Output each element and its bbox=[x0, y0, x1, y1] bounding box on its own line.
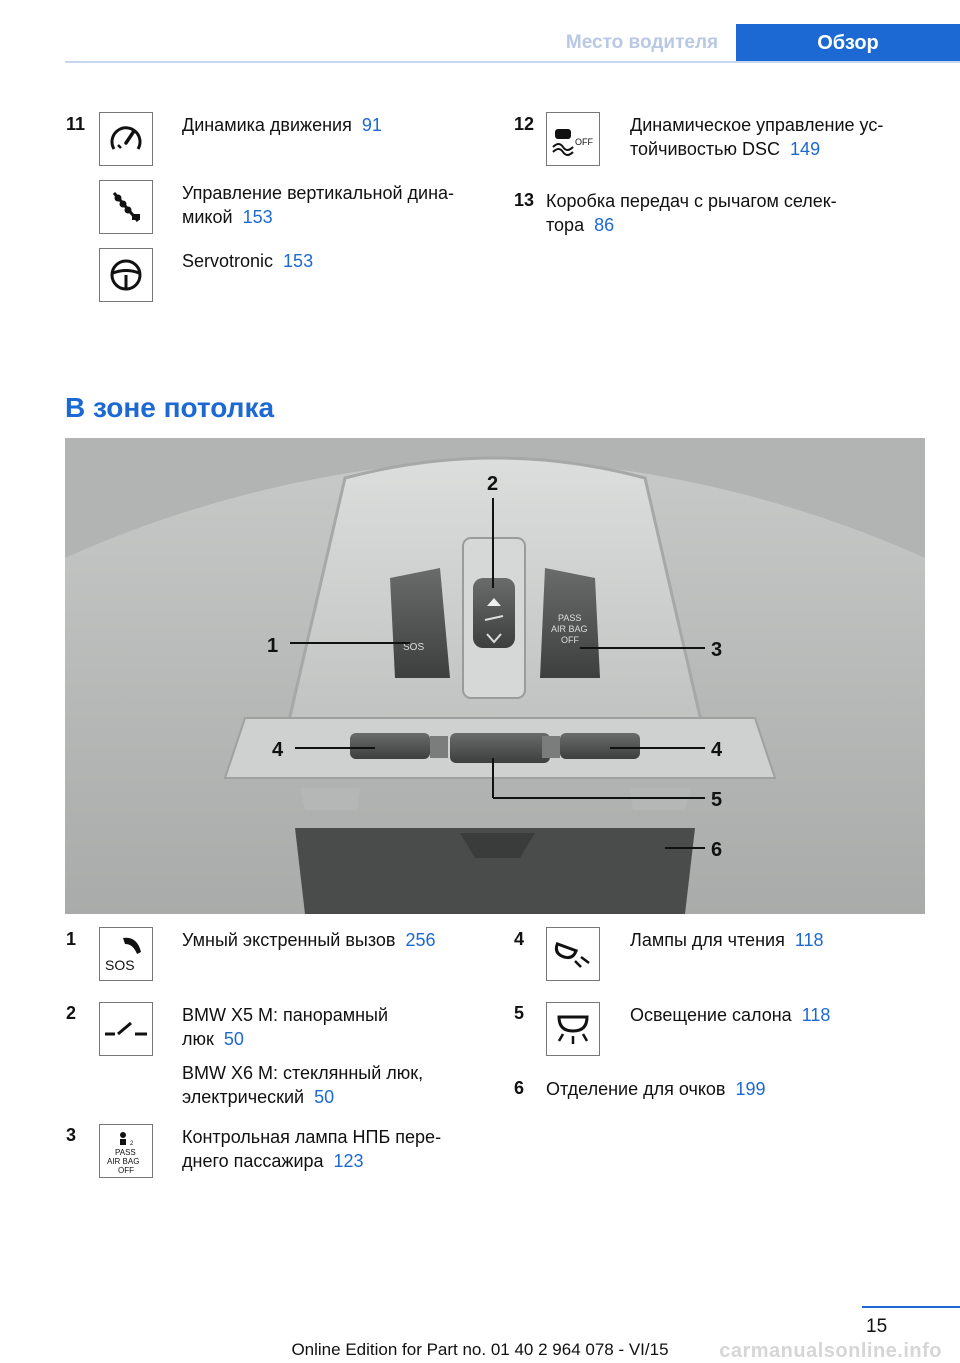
item-11-label: Динамика движения bbox=[182, 115, 352, 135]
item-11-text bbox=[182, 113, 382, 137]
photo-airbag-line2: AIR BAG bbox=[551, 624, 588, 634]
item-4-label: Лампы для чтения bbox=[630, 930, 785, 950]
callout-4-right: 4 bbox=[711, 739, 723, 761]
steering-wheel-icon bbox=[99, 248, 153, 302]
item-2-label-line2: люк bbox=[182, 1029, 214, 1049]
photo-airbag-line3: OFF bbox=[561, 635, 579, 645]
edition-text: Online Edition for Part no. 01 40 2 964 078 - VI/15 bbox=[291, 1340, 669, 1359]
item-6-text bbox=[546, 1077, 766, 1101]
item-number-6: 6 bbox=[514, 1078, 525, 1098]
item-11c-page-link[interactable]: 153 bbox=[283, 251, 314, 271]
item-6-page-link[interactable]: 199 bbox=[735, 1079, 766, 1099]
item-13-label-line2: тора bbox=[546, 215, 585, 235]
interior-light-icon bbox=[546, 1002, 600, 1056]
svg-text:2: 2 bbox=[130, 1141, 134, 1147]
item-11b-label-line2: микой bbox=[182, 207, 233, 227]
page-number: 15 bbox=[866, 1316, 888, 1337]
item-number-2: 2 bbox=[66, 1003, 77, 1023]
dsc-off-icon-text: OFF bbox=[575, 137, 593, 147]
item-12-page-link[interactable]: 149 bbox=[790, 139, 821, 159]
item-number-5: 5 bbox=[514, 1003, 525, 1023]
item-1-label: Умный экстренный вызов bbox=[182, 930, 396, 950]
item-11b-text bbox=[182, 181, 454, 229]
item-2-label2-line2: электрический bbox=[182, 1087, 305, 1107]
item-number-3: 3 bbox=[66, 1125, 77, 1145]
item-number-13: 13 bbox=[514, 190, 535, 210]
driving-dynamics-icon bbox=[99, 112, 153, 166]
item-12-label-line1: Динамическое управление ус‐ bbox=[630, 115, 884, 135]
photo-airbag-line1: PASS bbox=[558, 613, 582, 623]
item-11c-label: Servotronic bbox=[182, 251, 274, 271]
item-12-text bbox=[630, 113, 883, 161]
item-number-12: 12 bbox=[514, 114, 535, 134]
item-3-page-link[interactable]: 123 bbox=[333, 1151, 364, 1171]
vertical-dynamics-icon bbox=[99, 180, 153, 234]
item-number-11: 11 bbox=[66, 114, 86, 134]
item-number-4: 4 bbox=[514, 929, 525, 949]
item-11-page-link[interactable]: 91 bbox=[361, 115, 382, 135]
item-6-label: Отделение для очков bbox=[546, 1079, 726, 1099]
airbag-icon-line3: OFF bbox=[118, 1166, 134, 1175]
item-2-label2-line1: BMW X6 M: стеклянный люк, bbox=[182, 1063, 424, 1083]
item-4-page-link[interactable]: 118 bbox=[794, 930, 824, 950]
watermark: carmanualsonline.info bbox=[719, 1340, 942, 1362]
callout-1: 1 bbox=[267, 635, 279, 657]
item-2-page2-link[interactable]: 50 bbox=[314, 1087, 335, 1107]
passenger-airbag-icon bbox=[99, 1124, 153, 1178]
item-1-text bbox=[182, 928, 436, 952]
callout-6: 6 bbox=[711, 839, 723, 861]
item-4-text bbox=[630, 928, 824, 952]
overhead-console-photo bbox=[65, 438, 925, 914]
callout-4-left: 4 bbox=[272, 739, 284, 761]
item-number-1: 1 bbox=[66, 929, 77, 949]
footer-divider bbox=[862, 1306, 960, 1308]
section-title: В зоне потолка bbox=[65, 392, 275, 423]
item-13-page-link[interactable]: 86 bbox=[594, 215, 615, 235]
item-2-text bbox=[182, 1003, 423, 1109]
item-11b-label-line1: Управление вертикальной дина‐ bbox=[182, 183, 455, 203]
item-3-text bbox=[182, 1125, 441, 1173]
item-3-label-line2: днего пассажира bbox=[182, 1151, 324, 1171]
photo-sos-text: SOS bbox=[403, 642, 425, 653]
airbag-icon-line1: PASS bbox=[115, 1148, 136, 1157]
tab-location[interactable]: Место водителя bbox=[565, 31, 719, 53]
reading-lamp-icon bbox=[546, 927, 600, 981]
item-13-label-line1: Коробка передач с рычагом селек‐ bbox=[546, 191, 837, 211]
callout-2: 2 bbox=[487, 473, 499, 495]
item-11b-page-link[interactable]: 153 bbox=[242, 207, 273, 227]
item-12-label-line2: тойчивостью DSC bbox=[630, 139, 781, 159]
airbag-icon-line2: AIR BAG bbox=[107, 1157, 140, 1166]
item-2-page-link[interactable]: 50 bbox=[223, 1029, 244, 1049]
item-11c-text bbox=[182, 249, 313, 273]
callout-3: 3 bbox=[711, 639, 723, 661]
item-13-text bbox=[546, 189, 837, 237]
dsc-off-icon bbox=[546, 112, 600, 166]
sos-icon bbox=[99, 927, 153, 981]
item-5-label: Освещение салона bbox=[630, 1005, 792, 1025]
item-3-label-line1: Контрольная лампа НПБ пере‐ bbox=[182, 1127, 442, 1147]
item-5-text bbox=[630, 1003, 830, 1027]
header-divider bbox=[65, 61, 960, 63]
item-5-page-link[interactable]: 118 bbox=[801, 1005, 831, 1025]
item-1-page-link[interactable]: 256 bbox=[405, 930, 436, 950]
sos-icon-text: SOS bbox=[105, 957, 135, 973]
sunroof-icon bbox=[99, 1002, 153, 1056]
callout-5: 5 bbox=[711, 789, 723, 811]
item-2-label-line1: BMW X5 M: панорамный bbox=[182, 1005, 389, 1025]
tab-overview[interactable]: Обзор bbox=[736, 24, 960, 62]
